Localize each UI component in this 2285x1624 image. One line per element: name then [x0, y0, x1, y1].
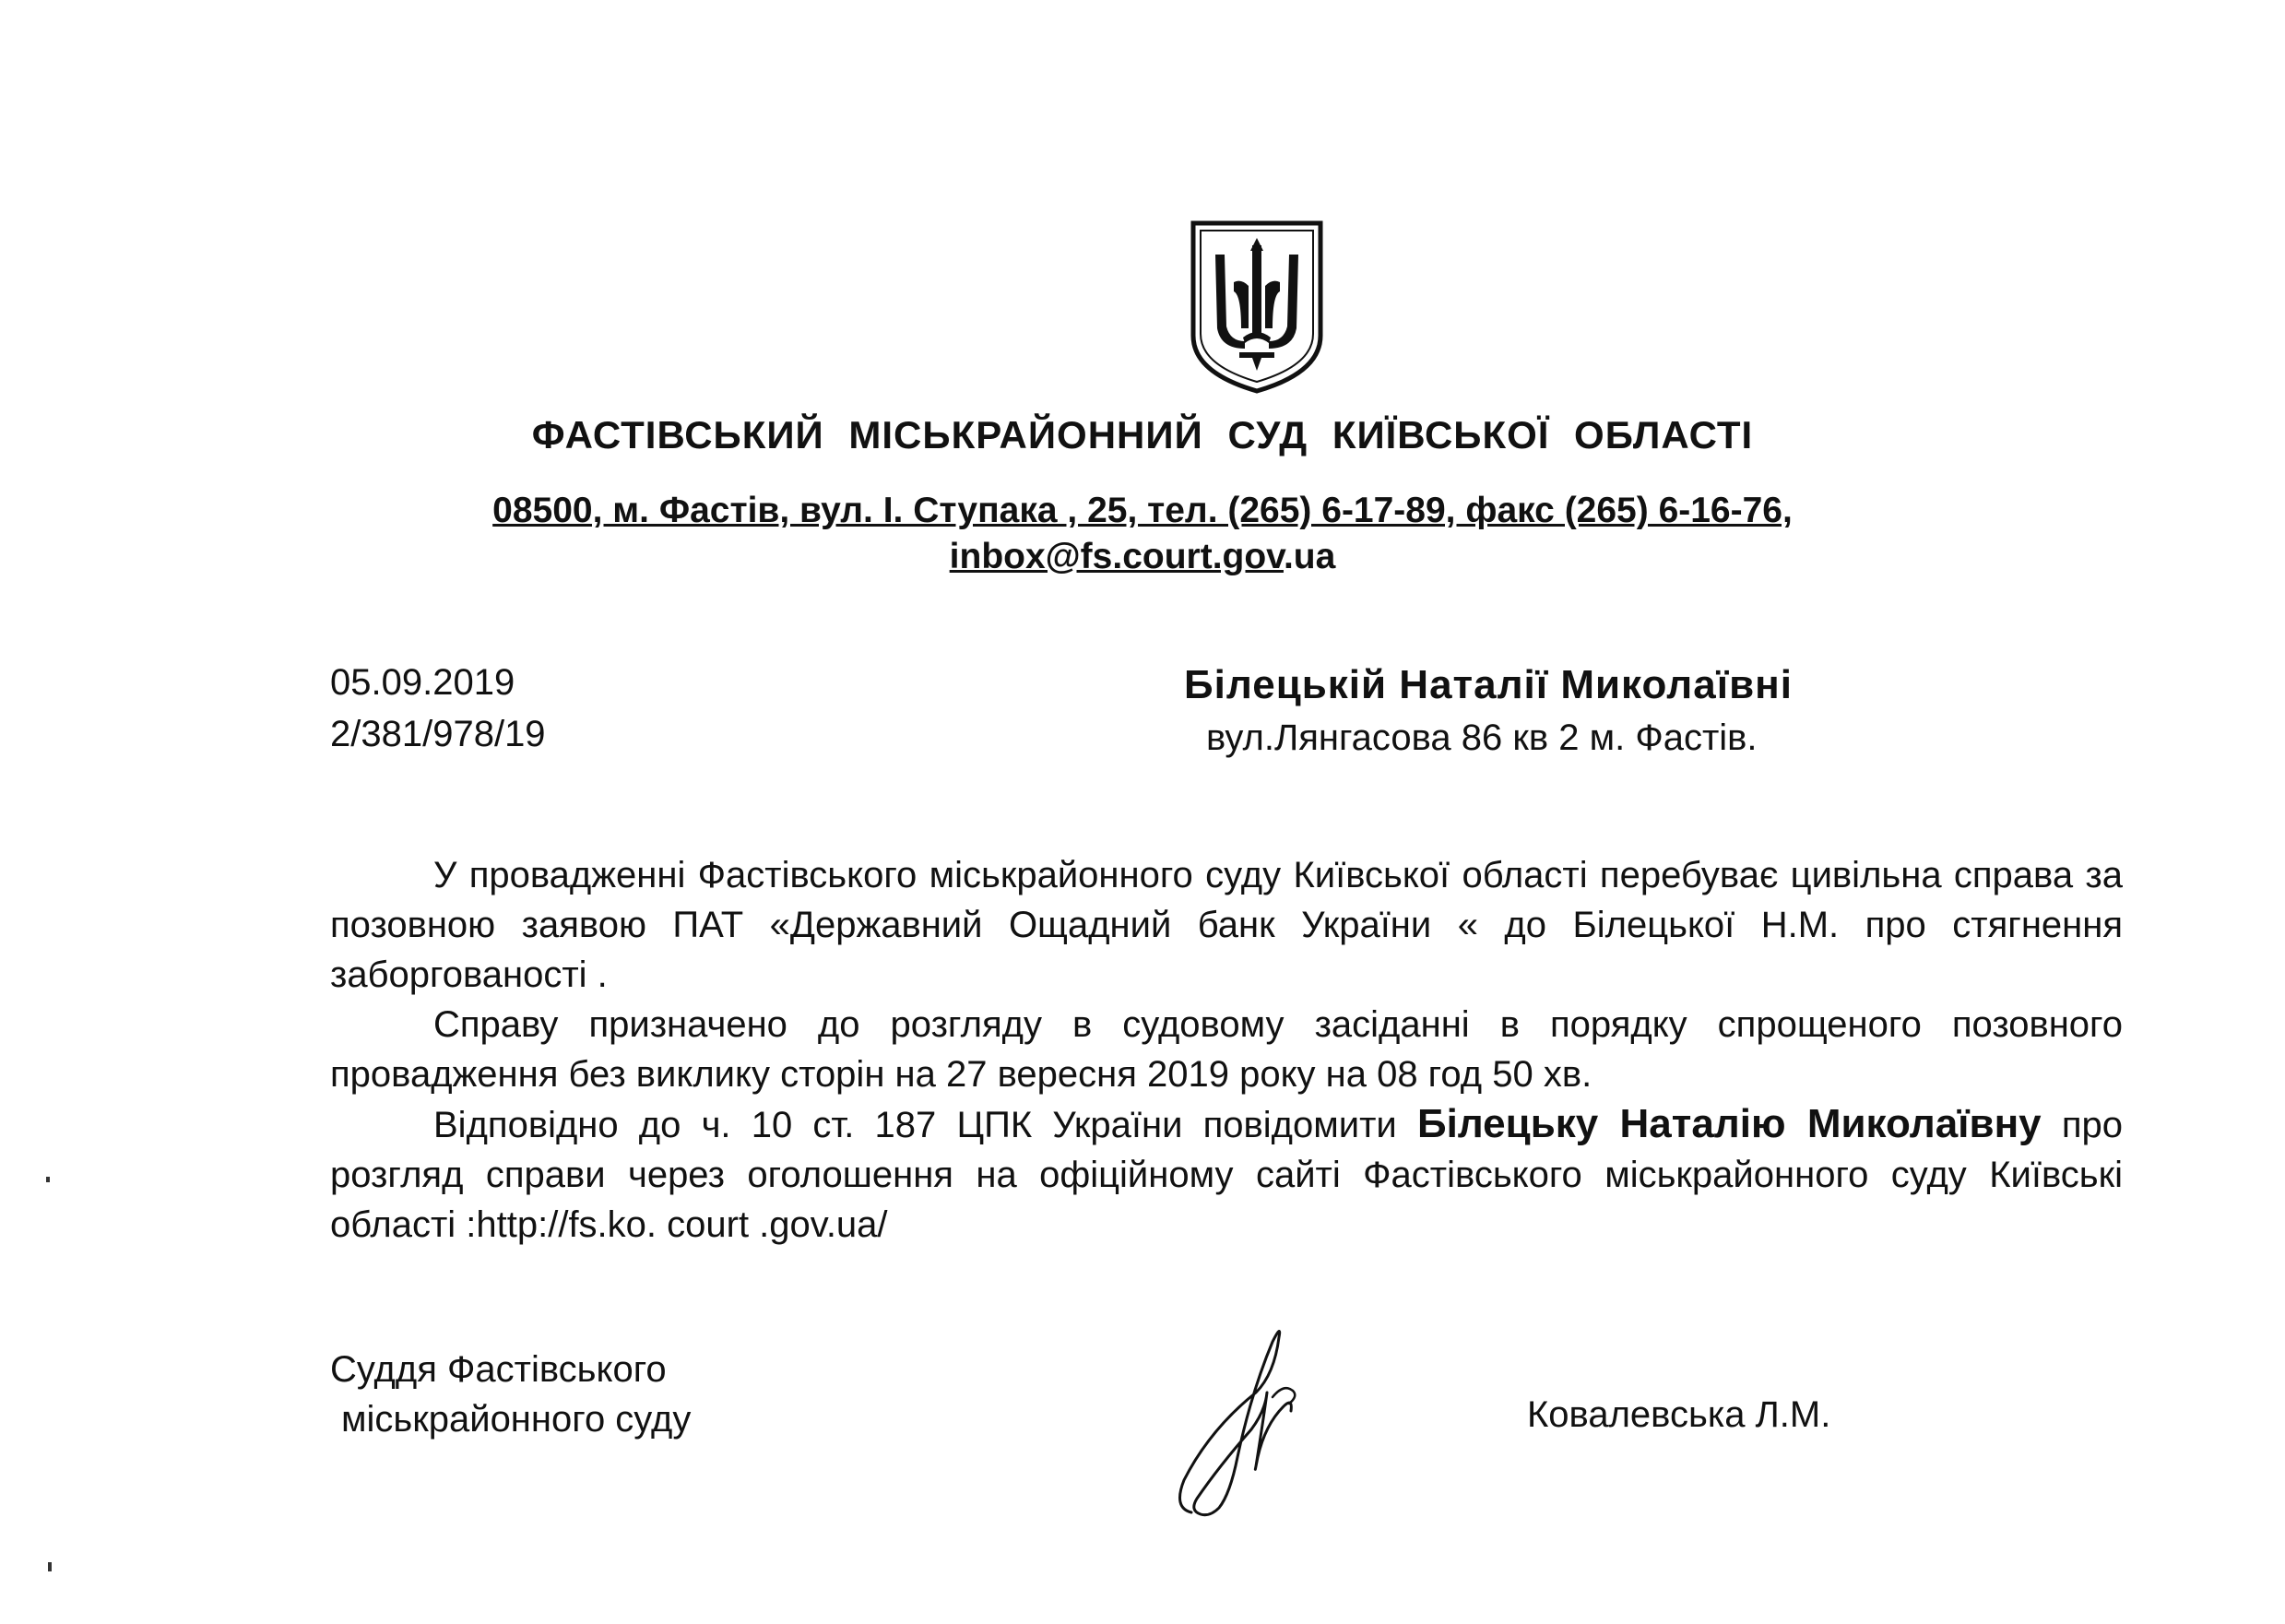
- court-name-word: ФАСТІВСЬКИЙ: [531, 413, 824, 456]
- signoff-block: [330, 1345, 691, 1444]
- letter-body: [330, 850, 2123, 1250]
- court-address-text: 08500, м. Фастів, вул. І. Ступака , 25, тел. (265) 6-17-89, факс (265) 6-16-76,: [492, 491, 1793, 530]
- court-name-word: МІСЬКРАЙОННИЙ: [848, 413, 1203, 456]
- handwritten-signature-icon: [1164, 1319, 1367, 1531]
- court-name-word: СУД: [1227, 413, 1308, 456]
- court-address: [0, 491, 2285, 531]
- body-paragraph-3-start: Відповідно до ч. 10 ст. 187 ЦПК України повідомити: [433, 1105, 1417, 1145]
- body-paragraph-3-end: про розгляд справи через оголошення на офіційному сайті Фастівського міськрайонного суду Київські області :http://fs.ko. court .gov.ua/: [330, 1105, 2123, 1245]
- judge-name: Ковалевська Л.М.: [1527, 1394, 1831, 1435]
- body-paragraph-3: [330, 1099, 2123, 1250]
- scan-speck: [46, 1177, 50, 1182]
- signoff-title-line-1: Суддя Фастівського: [330, 1349, 667, 1390]
- ukraine-trident-emblem-icon: [1188, 218, 1326, 395]
- body-paragraph-2: Справу призначено до розгляду в судовому засіданні в порядку спрощеного позовного провадження без виклику сторін на 27 вересня 2019 року на 08 год 50 хв.: [330, 1004, 2123, 1095]
- body-paragraph-3-bold-name: Білецьку Наталію Миколаївну: [1416, 1101, 2042, 1146]
- court-email-suffix: .ua: [1283, 537, 1336, 576]
- recipient-name: Білецькій Наталії Миколаївні: [1184, 662, 1793, 707]
- court-name-word: КИЇВСЬКОЇ: [1332, 413, 1550, 456]
- signoff-title-line-2: міськрайонного суду: [341, 1399, 692, 1440]
- court-name-word: ОБЛАСТІ: [1574, 413, 1754, 456]
- recipient-address: вул.Лянгасова 86 кв 2 м. Фастів.: [1206, 717, 1758, 758]
- court-email-link[interactable]: inbox@fs.court.gov: [949, 537, 1284, 576]
- body-paragraph-1: У провадженні Фастівського міськрайонного суду Київської області перебуває цивільна справа за позовною заявою ПАТ «Державний Ощадний банк України « до Білецької Н.М. про стягнення заборгованості .: [330, 855, 2123, 995]
- letter-date: 05.09.2019: [330, 662, 515, 703]
- letter-ref-number: 2/381/978/19: [330, 714, 546, 754]
- court-email: [0, 537, 2285, 577]
- court-name-heading: [0, 413, 2285, 457]
- scan-speck: [48, 1562, 52, 1571]
